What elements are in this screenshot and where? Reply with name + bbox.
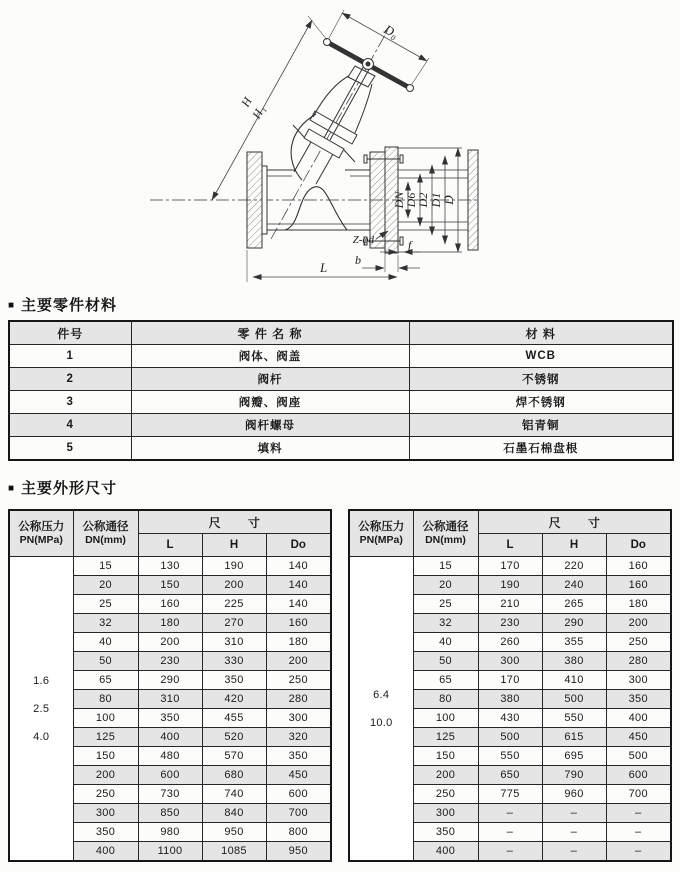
dim-col-header: H xyxy=(542,534,606,557)
dim-cell: 160 xyxy=(606,557,671,576)
dim-cell: 550 xyxy=(542,709,606,728)
dim-cell: 32 xyxy=(73,614,138,633)
dim-cell: 25 xyxy=(413,595,478,614)
dim-cell: 20 xyxy=(413,576,478,595)
pn-values-cell xyxy=(9,557,73,862)
dim-cell: 40 xyxy=(73,633,138,652)
dim-cell: 740 xyxy=(202,785,266,804)
dim-cell: – xyxy=(606,804,671,823)
dim-cell: 140 xyxy=(266,595,331,614)
pn-header-cn: 公称压力 xyxy=(358,521,405,533)
dim-cell: 350 xyxy=(138,709,202,728)
dim-cell: 230 xyxy=(138,652,202,671)
dim-cell: 500 xyxy=(478,728,542,747)
dim-cell: 140 xyxy=(266,576,331,595)
dn-header-en: DN(mm) xyxy=(85,534,126,546)
dim-cell: 310 xyxy=(202,633,266,652)
dimension-table-grid xyxy=(348,509,672,862)
dim-cell: – xyxy=(542,842,606,862)
dim-cell: 400 xyxy=(413,842,478,862)
dim-cell: 520 xyxy=(202,728,266,747)
dim-cell: 200 xyxy=(266,652,331,671)
dim-cell: 420 xyxy=(202,690,266,709)
dim-cell: 15 xyxy=(73,557,138,576)
dim-cell: 840 xyxy=(202,804,266,823)
dim-cell: 1100 xyxy=(138,842,202,862)
materials-cell: 石墨石棉盘根 xyxy=(409,437,673,461)
dim-label-d1: D1 xyxy=(429,192,443,208)
dim-cell: 450 xyxy=(606,728,671,747)
valve-outline xyxy=(150,26,480,253)
dim-cell: 600 xyxy=(266,785,331,804)
pn-value: 4.0 xyxy=(33,730,50,743)
dim-cell: 355 xyxy=(542,633,606,652)
dim-cell: 15 xyxy=(413,557,478,576)
dim-cell: 290 xyxy=(542,614,606,633)
dim-cell: 150 xyxy=(413,747,478,766)
dim-cell: 280 xyxy=(266,690,331,709)
dn-header-cell xyxy=(413,510,478,557)
dim-cell: 950 xyxy=(266,842,331,862)
dim-cell: 240 xyxy=(542,576,606,595)
size-header-cell: 尺 寸 xyxy=(478,510,671,534)
dim-label-d6: D6 xyxy=(404,192,418,208)
dim-cell: 80 xyxy=(413,690,478,709)
dim-cell: 950 xyxy=(202,823,266,842)
square-bullet-icon: ■ xyxy=(8,483,15,494)
dim-cell: 980 xyxy=(138,823,202,842)
dim-cell: 250 xyxy=(413,785,478,804)
dim-label-d2: D2 xyxy=(416,192,430,208)
dim-cell: 65 xyxy=(413,671,478,690)
dimension-table-low-pressure xyxy=(8,509,330,862)
dim-cell: 450 xyxy=(266,766,331,785)
dim-cell: 50 xyxy=(73,652,138,671)
dim-cell: 380 xyxy=(478,690,542,709)
dim-cell: 350 xyxy=(606,690,671,709)
dim-col-header: L xyxy=(478,534,542,557)
dim-cell: 570 xyxy=(202,747,266,766)
dim-cell: 190 xyxy=(202,557,266,576)
dim-cell: 40 xyxy=(413,633,478,652)
materials-header-cell: 件号 xyxy=(9,321,131,345)
dim-cell: 250 xyxy=(266,671,331,690)
dim-cell: 430 xyxy=(478,709,542,728)
materials-row xyxy=(9,368,673,391)
dim-cell: 350 xyxy=(202,671,266,690)
valve-technical-drawing xyxy=(0,0,680,292)
dim-cell: 200 xyxy=(73,766,138,785)
dim-label-f: f xyxy=(408,238,412,252)
dim-cell: – xyxy=(542,804,606,823)
dim-cell: 300 xyxy=(606,671,671,690)
materials-cell: 阀瓣、阀座 xyxy=(131,391,409,414)
dim-col-header: L xyxy=(138,534,202,557)
dim-cell: 800 xyxy=(266,823,331,842)
dim-cell: 410 xyxy=(542,671,606,690)
dim-cell: 250 xyxy=(606,633,671,652)
dim-cell: 600 xyxy=(606,766,671,785)
size-header-cell: 尺 寸 xyxy=(138,510,331,534)
materials-title-text: 主要零件材料 xyxy=(21,297,118,314)
dim-cell: 350 xyxy=(266,747,331,766)
materials-header-cell: 材 料 xyxy=(409,321,673,345)
dim-cell: 130 xyxy=(138,557,202,576)
dim-cell: 1085 xyxy=(202,842,266,862)
dim-cell: 220 xyxy=(542,557,606,576)
dim-cell: 125 xyxy=(73,728,138,747)
dim-col-header: Do xyxy=(606,534,671,557)
dimension-table-high-pressure xyxy=(348,509,672,862)
materials-header-cell: 零 件 名 称 xyxy=(131,321,409,345)
dim-cell: 265 xyxy=(542,595,606,614)
dim-cell: 200 xyxy=(606,614,671,633)
dim-cell: 200 xyxy=(413,766,478,785)
dim-cell: 65 xyxy=(73,671,138,690)
dim-row xyxy=(349,557,671,576)
dim-cell: 170 xyxy=(478,557,542,576)
bolt-callout-label: Z-φd xyxy=(352,234,374,246)
dim-cell: 180 xyxy=(138,614,202,633)
dn-header-cn: 公称通径 xyxy=(422,521,469,533)
pn-value: 1.6 xyxy=(33,674,50,687)
dim-col-header: Do xyxy=(266,534,331,557)
dim-cell: 170 xyxy=(478,671,542,690)
dim-cell: 280 xyxy=(606,652,671,671)
materials-cell: 焊不锈钢 xyxy=(409,391,673,414)
dim-cell: 180 xyxy=(606,595,671,614)
dim-label-h: H xyxy=(238,94,255,110)
dim-cell: 200 xyxy=(202,576,266,595)
dim-cell: 190 xyxy=(478,576,542,595)
pn-header-cell xyxy=(9,510,73,557)
dim-cell: 480 xyxy=(138,747,202,766)
dim-cell: 160 xyxy=(138,595,202,614)
dim-cell: 225 xyxy=(202,595,266,614)
dim-cell: 600 xyxy=(138,766,202,785)
dim-cell: – xyxy=(606,823,671,842)
materials-cell: 4 xyxy=(9,414,131,437)
dim-cell: 320 xyxy=(266,728,331,747)
dim-cell: 650 xyxy=(478,766,542,785)
dim-cell: 150 xyxy=(138,576,202,595)
dim-cell: 455 xyxy=(202,709,266,728)
materials-cell: 填料 xyxy=(131,437,409,461)
dim-label-d: D xyxy=(441,195,456,205)
materials-cell: 2 xyxy=(9,368,131,391)
dim-cell: 680 xyxy=(202,766,266,785)
dim-cell: 380 xyxy=(542,652,606,671)
materials-cell: 阀杆螺母 xyxy=(131,414,409,437)
materials-cell: 铝青铜 xyxy=(409,414,673,437)
dim-cell: 550 xyxy=(478,747,542,766)
dim-cell: 350 xyxy=(413,823,478,842)
dim-cell: 500 xyxy=(542,690,606,709)
dim-cell: 310 xyxy=(138,690,202,709)
square-bullet-icon: ■ xyxy=(8,300,15,311)
pn-header-cell xyxy=(349,510,413,557)
dim-cell: 20 xyxy=(73,576,138,595)
dimensions-title-text: 主要外形尺寸 xyxy=(21,480,118,497)
materials-cell: 阀杆 xyxy=(131,368,409,391)
dim-label-l: L xyxy=(320,260,328,275)
dim-cell: 260 xyxy=(478,633,542,652)
dim-label-b: b xyxy=(355,253,361,267)
materials-cell: 不锈钢 xyxy=(409,368,673,391)
materials-cell: 1 xyxy=(9,345,131,368)
dim-cell: 850 xyxy=(138,804,202,823)
dimension-table-grid xyxy=(8,509,332,862)
dim-col-header: H xyxy=(202,534,266,557)
dim-label-d0: D₀ xyxy=(381,21,401,42)
dim-cell: – xyxy=(606,842,671,862)
dn-header-cell xyxy=(73,510,138,557)
dim-cell: 180 xyxy=(266,633,331,652)
pn-header-en: PN(MPa) xyxy=(359,534,403,546)
dim-cell: – xyxy=(478,804,542,823)
dim-cell: 960 xyxy=(542,785,606,804)
dim-cell: 300 xyxy=(413,804,478,823)
dim-cell: 250 xyxy=(73,785,138,804)
dim-cell: 500 xyxy=(606,747,671,766)
dim-cell: 695 xyxy=(542,747,606,766)
materials-table-grid xyxy=(8,320,674,461)
dn-header-en: DN(mm) xyxy=(425,534,466,546)
materials-header-row xyxy=(9,321,673,345)
dim-cell: 210 xyxy=(478,595,542,614)
dim-cell: 150 xyxy=(73,747,138,766)
dim-cell: 32 xyxy=(413,614,478,633)
dim-cell: – xyxy=(478,823,542,842)
dim-cell: 300 xyxy=(478,652,542,671)
dim-cell: 700 xyxy=(266,804,331,823)
dim-cell: 230 xyxy=(478,614,542,633)
dim-cell: 50 xyxy=(413,652,478,671)
pn-value: 6.4 xyxy=(373,688,390,701)
materials-cell: 3 xyxy=(9,391,131,414)
materials-row xyxy=(9,414,673,437)
dim-cell: 615 xyxy=(542,728,606,747)
dim-cell: 200 xyxy=(138,633,202,652)
pn-header-en: PN(MPa) xyxy=(19,534,63,546)
materials-row xyxy=(9,437,673,461)
dim-row xyxy=(9,557,331,576)
pn-value: 10.0 xyxy=(369,716,393,729)
dim-header-row-1 xyxy=(9,510,331,534)
dim-label-dn: DN xyxy=(392,191,406,209)
dim-cell: 730 xyxy=(138,785,202,804)
dimensions-section-title xyxy=(8,477,117,498)
pn-value: 2.5 xyxy=(33,702,50,715)
dim-cell: 270 xyxy=(202,614,266,633)
materials-cell: 5 xyxy=(9,437,131,461)
dim-header-row-1 xyxy=(349,510,671,534)
pn-values-cell xyxy=(349,557,413,862)
materials-table xyxy=(8,320,672,461)
dim-cell: – xyxy=(542,823,606,842)
materials-row xyxy=(9,345,673,368)
dim-cell: 300 xyxy=(73,804,138,823)
dim-cell: 290 xyxy=(138,671,202,690)
dim-cell: 300 xyxy=(266,709,331,728)
dim-cell: 140 xyxy=(266,557,331,576)
dim-cell: 790 xyxy=(542,766,606,785)
dim-cell: 80 xyxy=(73,690,138,709)
dim-cell: 100 xyxy=(73,709,138,728)
dim-cell: 775 xyxy=(478,785,542,804)
dim-cell: 160 xyxy=(266,614,331,633)
dim-cell: 400 xyxy=(606,709,671,728)
dim-cell: 125 xyxy=(413,728,478,747)
pn-header-cn: 公称压力 xyxy=(18,521,65,533)
materials-cell: 阀体、阀盖 xyxy=(131,345,409,368)
dim-cell: 330 xyxy=(202,652,266,671)
dn-header-cn: 公称通径 xyxy=(82,521,129,533)
materials-row xyxy=(9,391,673,414)
dim-cell: 350 xyxy=(73,823,138,842)
dim-cell: 160 xyxy=(606,576,671,595)
dim-cell: 400 xyxy=(73,842,138,862)
dim-cell: – xyxy=(478,842,542,862)
dim-cell: 700 xyxy=(606,785,671,804)
materials-cell: WCB xyxy=(409,345,673,368)
dim-cell: 100 xyxy=(413,709,478,728)
dim-label-h1: H₁ xyxy=(249,103,268,122)
dim-cell: 400 xyxy=(138,728,202,747)
dim-cell: 25 xyxy=(73,595,138,614)
materials-section-title xyxy=(8,294,117,315)
